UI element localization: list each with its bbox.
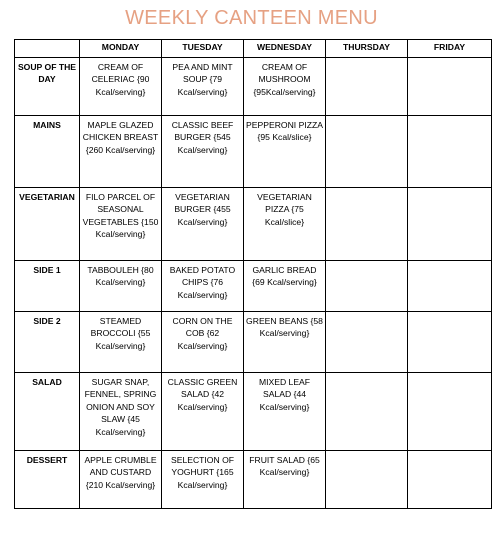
row-label-salad: SALAD [15,373,80,451]
cell-side2-wednesday: GREEN BEANS {58 Kcal/serving} [244,312,326,373]
header-wednesday: WEDNESDAY [244,40,326,58]
cell-salad-thursday [326,373,408,451]
cell-soup-friday [408,58,492,116]
cell-side2-friday [408,312,492,373]
cell-side2-monday: STEAMED BROCCOLI {55 Kcal/serving} [80,312,162,373]
cell-vegetarian-friday [408,188,492,261]
cell-side1-tuesday: BAKED POTATO CHIPS {76 Kcal/serving} [162,261,244,312]
cell-salad-wednesday: MIXED LEAF SALAD {44 Kcal/serving} [244,373,326,451]
cell-dessert-tuesday: SELECTION OF YOGHURT {165 Kcal/serving} [162,451,244,509]
header-friday: FRIDAY [408,40,492,58]
row-label-dessert: DESSERT [15,451,80,509]
cell-side2-thursday [326,312,408,373]
cell-mains-friday [408,116,492,188]
cell-mains-tuesday: CLASSIC BEEF BURGER {545 Kcal/serving} [162,116,244,188]
cell-vegetarian-wednesday: VEGETARIAN PIZZA {75 Kcal/slice} [244,188,326,261]
header-thursday: THURSDAY [326,40,408,58]
cell-vegetarian-tuesday: VEGETARIAN BURGER {455 Kcal/serving} [162,188,244,261]
cell-vegetarian-thursday [326,188,408,261]
row-label-soup: SOUP OF THE DAY [15,58,80,116]
cell-dessert-wednesday: FRUIT SALAD {65 Kcal/serving} [244,451,326,509]
cell-mains-wednesday: PEPPERONI PIZZA {95 Kcal/slice} [244,116,326,188]
cell-side1-friday [408,261,492,312]
header-row [15,40,492,58]
cell-salad-friday [408,373,492,451]
header-tuesday: TUESDAY [162,40,244,58]
cell-soup-monday: CREAM OF CELERIAC {90 Kcal/serving} [80,58,162,116]
cell-soup-wednesday: CREAM OF MUSHROOM {95Kcal/serving} [244,58,326,116]
cell-mains-thursday [326,116,408,188]
cell-side1-monday: TABBOULEH {80 Kcal/serving} [80,261,162,312]
cell-salad-monday: SUGAR SNAP, FENNEL, SPRING ONION AND SOY SLAW {45 Kcal/serving} [80,373,162,451]
table-row [15,373,492,451]
cell-side2-tuesday: CORN ON THE COB {62 Kcal/serving} [162,312,244,373]
row-label-vegetarian: VEGETARIAN [15,188,80,261]
row-label-mains: MAINS [15,116,80,188]
header-monday: MONDAY [80,40,162,58]
table-row [15,261,492,312]
cell-side1-thursday [326,261,408,312]
table-row [15,312,492,373]
row-label-side1: SIDE 1 [15,261,80,312]
cell-dessert-monday: APPLE CRUMBLE AND CUSTARD {210 Kcal/serving} [80,451,162,509]
header-corner [15,40,80,58]
cell-soup-thursday [326,58,408,116]
table-row [15,116,492,188]
cell-vegetarian-monday: FILO PARCEL OF SEASONAL VEGETABLES {150 Kcal/serving} [80,188,162,261]
table-row [15,188,492,261]
table-row [15,58,492,116]
cell-side1-wednesday: GARLIC BREAD {69 Kcal/serving} [244,261,326,312]
row-label-side2: SIDE 2 [15,312,80,373]
page-title: WEEKLY CANTEEN MENU [125,7,378,29]
menu-table [14,39,492,509]
cell-dessert-friday [408,451,492,509]
cell-dessert-thursday [326,451,408,509]
cell-soup-tuesday: PEA AND MINT SOUP {79 Kcal/serving} [162,58,244,116]
cell-salad-tuesday: CLASSIC GREEN SALAD {42 Kcal/serving} [162,373,244,451]
cell-mains-monday: MAPLE GLAZED CHICKEN BREAST {260 Kcal/serving} [80,116,162,188]
table-row [15,451,492,509]
